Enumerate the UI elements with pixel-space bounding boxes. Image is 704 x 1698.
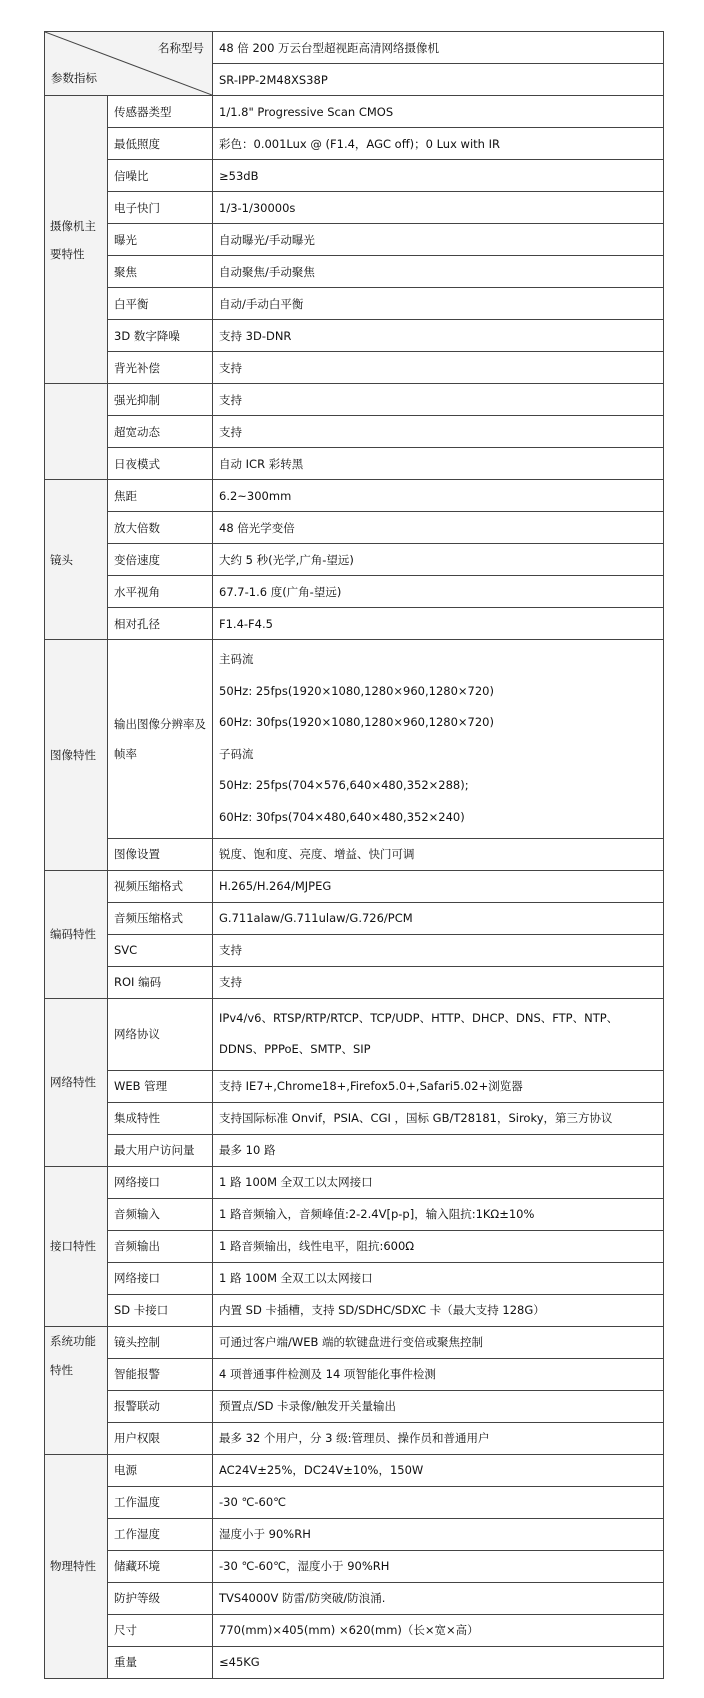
param-value bbox=[213, 640, 664, 839]
spec-row bbox=[45, 1390, 664, 1422]
param-name: 信噪比 bbox=[108, 160, 213, 192]
spec-row bbox=[45, 1646, 664, 1678]
group-label: 编码特性 bbox=[45, 870, 108, 998]
spec-row bbox=[45, 480, 664, 512]
param-value: 湿度小于 90%RH bbox=[213, 1518, 664, 1550]
spec-row bbox=[45, 1102, 664, 1134]
spec-row bbox=[45, 1134, 664, 1166]
param-name: 智能报警 bbox=[108, 1358, 213, 1390]
param-name: 焦距 bbox=[108, 480, 213, 512]
param-value: 自动曝光/手动曝光 bbox=[213, 224, 664, 256]
param-name: 视频压缩格式 bbox=[108, 870, 213, 902]
group-label: 镜头 bbox=[45, 480, 108, 640]
param-value: 1/3-1/30000s bbox=[213, 192, 664, 224]
param-name: 防护等级 bbox=[108, 1582, 213, 1614]
spec-row bbox=[45, 512, 664, 544]
param-name: 音频输入 bbox=[108, 1198, 213, 1230]
spec-row bbox=[45, 256, 664, 288]
param-value: 支持国际标准 Onvif，PSIA、CGI ，国标 GB/T28181，Siroky，第三方协议 bbox=[213, 1102, 664, 1134]
param-value: -30 ℃-60℃ bbox=[213, 1486, 664, 1518]
param-value: 1 路 100M 全双工以太网接口 bbox=[213, 1262, 664, 1294]
param-value: 彩色：0.001Lux @ (F1.4，AGC off)；0 Lux with IR bbox=[213, 128, 664, 160]
group-label: 系统功能特性 bbox=[45, 1326, 108, 1454]
param-value-line: DDNS、PPPoE、SMTP、SIP bbox=[219, 1042, 371, 1057]
param-name: 工作温度 bbox=[108, 1486, 213, 1518]
param-value: G.711alaw/G.711ulaw/G.726/PCM bbox=[213, 902, 664, 934]
param-value: 自动/手动白平衡 bbox=[213, 288, 664, 320]
param-name: 背光补偿 bbox=[108, 352, 213, 384]
param-value: 1 路音频输入，音频峰值:2-2.4V[p-p]，输入阻抗:1KΩ±10% bbox=[213, 1198, 664, 1230]
param-value: 1 路 100M 全双工以太网接口 bbox=[213, 1166, 664, 1198]
group-label bbox=[45, 384, 108, 480]
param-value-line: 主码流 bbox=[219, 652, 254, 666]
spec-row bbox=[45, 1614, 664, 1646]
spec-row bbox=[45, 128, 664, 160]
param-name: 强光抑制 bbox=[108, 384, 213, 416]
spec-row bbox=[45, 448, 664, 480]
spec-row bbox=[45, 320, 664, 352]
param-name-line: 帧率 bbox=[114, 746, 137, 761]
param-name: 重量 bbox=[108, 1646, 213, 1678]
param-name: 储藏环境 bbox=[108, 1550, 213, 1582]
group-label: 接口特性 bbox=[45, 1166, 108, 1326]
model-number: SR-IPP-2M48XS38P bbox=[213, 64, 664, 96]
param-name: 网络接口 bbox=[108, 1166, 213, 1198]
spec-row bbox=[45, 1454, 664, 1486]
product-name: 48 倍 200 万云台型超视距高清网络摄像机 bbox=[213, 32, 664, 64]
param-name: 网络协议 bbox=[108, 998, 213, 1070]
spec-row bbox=[45, 576, 664, 608]
param-value bbox=[213, 998, 664, 1070]
spec-row bbox=[45, 1326, 664, 1358]
param-value: 67.7-1.6 度(广角-望远) bbox=[213, 576, 664, 608]
spec-row bbox=[45, 288, 664, 320]
spec-row bbox=[45, 1070, 664, 1102]
param-value: AC24V±25%，DC24V±10%，150W bbox=[213, 1454, 664, 1486]
spec-row bbox=[45, 416, 664, 448]
group-label: 图像特性 bbox=[45, 640, 108, 871]
group-label: 摄像机主要特性 bbox=[45, 96, 108, 384]
param-name: 相对孔径 bbox=[108, 608, 213, 640]
param-value: 支持 bbox=[213, 352, 664, 384]
spec-row bbox=[45, 1294, 664, 1326]
param-name: ROI 编码 bbox=[108, 966, 213, 998]
param-value: 支持 bbox=[213, 416, 664, 448]
spec-row bbox=[45, 870, 664, 902]
group-label: 物理特性 bbox=[45, 1454, 108, 1678]
param-name-line: 输出图像分辨率及 bbox=[114, 716, 206, 731]
spec-row bbox=[45, 1358, 664, 1390]
param-name: 最低照度 bbox=[108, 128, 213, 160]
spec-row bbox=[45, 1550, 664, 1582]
param-value-line: 50Hz: 25fps(1920×1080,1280×960,1280×720) bbox=[219, 683, 494, 698]
param-value: 自动 ICR 彩转黑 bbox=[213, 448, 664, 480]
param-value: 支持 bbox=[213, 934, 664, 966]
param-name: SD 卡接口 bbox=[108, 1294, 213, 1326]
param-name: 图像设置 bbox=[108, 838, 213, 870]
spec-row bbox=[45, 966, 664, 998]
param-value: ≤45KG bbox=[213, 1646, 664, 1678]
param-name: 超宽动态 bbox=[108, 416, 213, 448]
spec-row bbox=[45, 1518, 664, 1550]
spec-row bbox=[45, 998, 664, 1070]
param-value: 支持 IE7+,Chrome18+,Firefox5.0+,Safari5.02+浏览器 bbox=[213, 1070, 664, 1102]
param-name: 工作湿度 bbox=[108, 1518, 213, 1550]
param-value: 预置点/SD 卡录像/触发开关量输出 bbox=[213, 1390, 664, 1422]
spec-row bbox=[45, 1422, 664, 1454]
param-value: 内置 SD 卡插槽，支持 SD/SDHC/SDXC 卡（最大支持 128G） bbox=[213, 1294, 664, 1326]
spec-row bbox=[45, 838, 664, 870]
param-value: -30 ℃-60℃，湿度小于 90%RH bbox=[213, 1550, 664, 1582]
param-value: 大约 5 秒(光学,广角-望远) bbox=[213, 544, 664, 576]
spec-row bbox=[45, 608, 664, 640]
param-name: 集成特性 bbox=[108, 1102, 213, 1134]
param-name: 聚焦 bbox=[108, 256, 213, 288]
spec-row bbox=[45, 1198, 664, 1230]
spec-row bbox=[45, 1230, 664, 1262]
spec-row bbox=[45, 544, 664, 576]
spec-row bbox=[45, 1166, 664, 1198]
spec-table bbox=[44, 31, 664, 1679]
param-name: 尺寸 bbox=[108, 1614, 213, 1646]
param-column-label: 参数指标 bbox=[51, 71, 97, 85]
param-value: 6.2~300mm bbox=[213, 480, 664, 512]
header-row-1 bbox=[45, 32, 664, 64]
spec-row bbox=[45, 1262, 664, 1294]
param-value: 可通过客户端/WEB 端的软键盘进行变倍或聚焦控制 bbox=[213, 1326, 664, 1358]
param-name: 日夜模式 bbox=[108, 448, 213, 480]
param-name bbox=[108, 640, 213, 839]
param-name: 水平视角 bbox=[108, 576, 213, 608]
param-value: 1 路音频输出，线性电平，阻抗:600Ω bbox=[213, 1230, 664, 1262]
param-value: 最多 32 个用户，分 3 级:管理员、操作员和普通用户 bbox=[213, 1422, 664, 1454]
group-label: 网络特性 bbox=[45, 998, 108, 1166]
param-name: SVC bbox=[108, 934, 213, 966]
param-name: 报警联动 bbox=[108, 1390, 213, 1422]
param-name: 3D 数字降噪 bbox=[108, 320, 213, 352]
param-value: 支持 bbox=[213, 384, 664, 416]
param-value: 支持 bbox=[213, 966, 664, 998]
param-name: 放大倍数 bbox=[108, 512, 213, 544]
header-diagonal-cell bbox=[45, 32, 213, 96]
param-name: 最大用户访问量 bbox=[108, 1134, 213, 1166]
param-value: 770(mm)×405(mm) ×620(mm)（长×宽×高） bbox=[213, 1614, 664, 1646]
param-value: F1.4-F4.5 bbox=[213, 608, 664, 640]
param-name: 网络接口 bbox=[108, 1262, 213, 1294]
spec-row bbox=[45, 192, 664, 224]
param-value: H.265/H.264/MJPEG bbox=[213, 870, 664, 902]
spec-row bbox=[45, 934, 664, 966]
param-name: 音频输出 bbox=[108, 1230, 213, 1262]
param-name: 电源 bbox=[108, 1454, 213, 1486]
spec-row bbox=[45, 352, 664, 384]
param-value: 锐度、饱和度、亮度、增益、快门可调 bbox=[213, 838, 664, 870]
spec-row bbox=[45, 640, 664, 839]
param-name: 传感器类型 bbox=[108, 96, 213, 128]
param-name: 白平衡 bbox=[108, 288, 213, 320]
model-column-label: 名称型号 bbox=[158, 41, 204, 55]
param-name: 音频压缩格式 bbox=[108, 902, 213, 934]
spec-row bbox=[45, 160, 664, 192]
param-name: 变倍速度 bbox=[108, 544, 213, 576]
param-name: 电子快门 bbox=[108, 192, 213, 224]
param-value: 最多 10 路 bbox=[213, 1134, 664, 1166]
param-name: WEB 管理 bbox=[108, 1070, 213, 1102]
param-value: 1/1.8" Progressive Scan CMOS bbox=[213, 96, 664, 128]
param-name: 曝光 bbox=[108, 224, 213, 256]
param-value-line: 60Hz: 30fps(1920×1080,1280×960,1280×720) bbox=[219, 715, 494, 730]
param-name: 用户权限 bbox=[108, 1422, 213, 1454]
param-value: 4 项普通事件检测及 14 项智能化事件检测 bbox=[213, 1358, 664, 1390]
param-value-line: IPv4/v6、RTSP/RTP/RTCP、TCP/UDP、HTTP、DHCP、DNS、FTP、NTP、 bbox=[219, 1010, 619, 1025]
spec-row bbox=[45, 96, 664, 128]
param-value-line: 50Hz: 25fps(704×576,640×480,352×288); bbox=[219, 778, 469, 793]
spec-row bbox=[45, 224, 664, 256]
param-value-line: 60Hz: 30fps(704×480,640×480,352×240) bbox=[219, 809, 465, 824]
param-name: 镜头控制 bbox=[108, 1326, 213, 1358]
param-value: 支持 3D-DNR bbox=[213, 320, 664, 352]
spec-table-body bbox=[45, 32, 664, 1679]
spec-row bbox=[45, 902, 664, 934]
spec-row bbox=[45, 1582, 664, 1614]
param-value: ≥53dB bbox=[213, 160, 664, 192]
param-value: TVS4000V 防雷/防突破/防浪涌. bbox=[213, 1582, 664, 1614]
param-value: 48 倍光学变倍 bbox=[213, 512, 664, 544]
spec-row bbox=[45, 1486, 664, 1518]
spec-row bbox=[45, 384, 664, 416]
param-value-line: 子码流 bbox=[219, 746, 254, 761]
param-value: 自动聚焦/手动聚焦 bbox=[213, 256, 664, 288]
